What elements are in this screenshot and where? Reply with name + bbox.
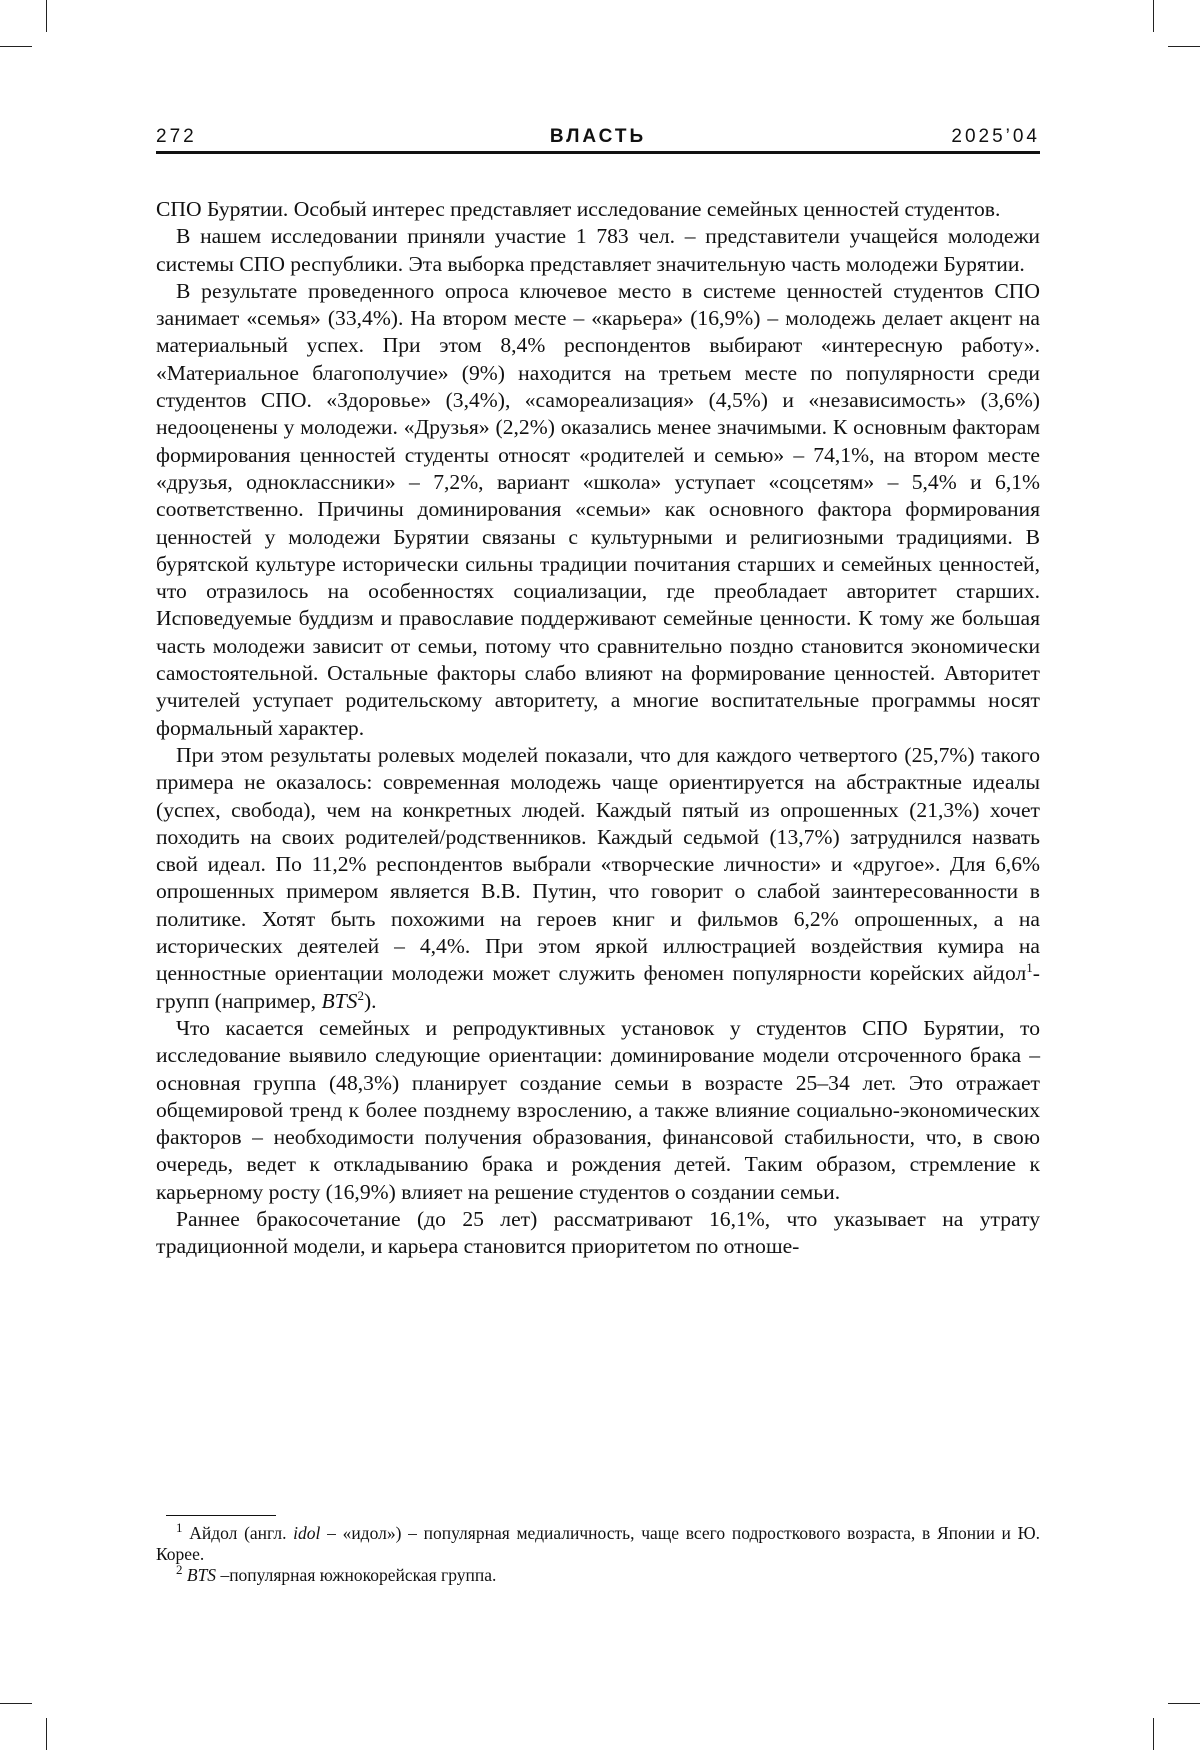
crop-mark-top-left-vertical bbox=[46, 0, 47, 32]
paragraph-4-text: При этом результаты ролевых моделей показали, что для каждого четвертого (25,7%) такого примера не оказалось: современная молодежь чаще ориентируется на абстрактные идеалы (успех, свобода), чем на конкретных людей. Каждый пятый из опрошенных (21,3%) хочет походить на своих родителей/родственников. Каждый седьмой (13,7%) затруднился назвать свой идеал. По 11,2% респондентов выбрали «творческие личности» и «другое». Для 6,6% опрошенных примером является В.В. Путин, что говорит о слабой заинтересованности в политике. Хотят быть похожими на героев книг и фильмов 6,2% опрошенных, а на исторических деятелей – 4,4%. При этом яркой иллюстрацией воздействия кумира на ценностные ориентации молодежи может служить феномен популярности корейских айдол bbox=[156, 743, 1040, 985]
crop-mark-bottom-left-horizontal bbox=[0, 1703, 32, 1704]
footnote-1-pre: Айдол (англ. bbox=[183, 1523, 294, 1543]
footnotes bbox=[156, 1523, 1040, 1586]
running-header bbox=[156, 126, 1040, 152]
footnote-1 bbox=[156, 1523, 1040, 1565]
footnote-2-mark: 2 bbox=[176, 1562, 183, 1577]
footnote-1-post: – «идол») – популярная медиаличность, чаще всего подросткового возраста, в Японии и Ю. Корее. bbox=[156, 1523, 1040, 1564]
paragraph-1: СПО Бурятии. Особый интерес представляет исследование семейных ценностей студентов. bbox=[156, 196, 1040, 223]
crop-mark-bottom-right-horizontal bbox=[1168, 1703, 1200, 1704]
page-number: 272 bbox=[156, 126, 197, 148]
paragraph-4-mid: -групп (например, bbox=[156, 961, 1040, 1012]
footnote-2 bbox=[156, 1565, 1040, 1586]
issue-number: 2025’04 bbox=[951, 126, 1040, 148]
crop-mark-top-right-horizontal bbox=[1168, 46, 1200, 47]
footnote-1-italic: idol bbox=[293, 1523, 320, 1543]
paragraph-3: В результате проведенного опроса ключевое место в системе ценностей студентов СПО занимает «семья» (33,4%). На втором месте – «карьера» (16,9%) – молодежь делает акцент на материальный успех. При этом 8,4% респондентов выбирают «интересную работу». «Материальное благополучие» (9%) находится на третьем месте по популярности среди студентов СПО. «Здоровье» (3,4%), «самореализация» (4,5%) и «независимость» (3,6%) недооценены у молодежи. «Друзья» (2,2%) оказались менее значимыми. К основным факторам формирования ценностей студенты относят «родителей и семью» – 74,1%, на втором месте «друзья, одноклассники» – 7,2%, вариант «школа» уступает «соцсетям» – 5,4% и 6,1% соответственно. Причины доминирования «семьи» как основного фактора формирования ценностей у молодежи Бурятии связаны с культурными и религиозными традициями. В бурятской культуре исторически сильны традиции почитания старших и семейных ценностей, что отразилось на особенностях социализации, где преобладает авторитет старших. Исповедуемые буддизм и православие поддерживают семейные ценности. К тому же большая часть молодежи зависит от семьи, потому что сравнительно поздно становится экономически самостоятельной. Остальные факторы слабо влияют на формирование ценностей. Авторитет учителей уступает родительскому авторитету, а многие воспитательные программы носят формальный характер. bbox=[156, 278, 1040, 742]
footnote-1-mark: 1 bbox=[176, 1520, 183, 1535]
crop-mark-bottom-left-vertical bbox=[46, 1718, 47, 1750]
crop-mark-bottom-right-vertical bbox=[1153, 1718, 1154, 1750]
paragraph-2: В нашем исследовании приняли участие 1 783 чел. – представители учащейся молодежи системы СПО республики. Эта выборка представляет значительную часть молодежи Бурятии. bbox=[156, 223, 1040, 278]
crop-mark-top-right-vertical bbox=[1153, 0, 1154, 32]
footnote-ref-1[interactable]: 1 bbox=[1026, 960, 1033, 975]
paragraph-6: Раннее бракосочетание (до 25 лет) рассматривают 16,1%, что указывает на утрату традиционной модели, и карьера становится приоритетом по отноше- bbox=[156, 1206, 1040, 1261]
paragraph-4 bbox=[156, 742, 1040, 1015]
footnote-ref-2[interactable]: 2 bbox=[357, 987, 364, 1002]
crop-mark-top-left-horizontal bbox=[0, 46, 32, 47]
bts-italic: BTS bbox=[321, 989, 357, 1013]
header-rule bbox=[156, 151, 1040, 154]
article-body bbox=[156, 196, 1040, 1261]
journal-title: ВЛАСТЬ bbox=[550, 126, 646, 148]
paragraph-5: Что касается семейных и репродуктивных установок у студентов СПО Бурятии, то исследование выявило следующие ориентации: доминирование модели отсроченного брака – основная группа (48,3%) планирует создание семьи в возрасте 25–34 лет. Это отражает общемировой тренд к более позднему взрослению, а также влияние социально-экономических факторов – необходимости получения образования, финансовой стабильности, что, в свою очередь, ведет к откладыванию брака и рождения детей. Таким образом, стремление к карьерному росту (16,9%) влияет на решение студентов о создании семьи. bbox=[156, 1015, 1040, 1206]
footnote-separator bbox=[166, 1515, 276, 1516]
footnote-2-post: –популярная южнокорейская группа. bbox=[216, 1565, 496, 1585]
paragraph-4-end: ). bbox=[364, 989, 377, 1013]
footnote-2-italic: BTS bbox=[183, 1565, 217, 1585]
